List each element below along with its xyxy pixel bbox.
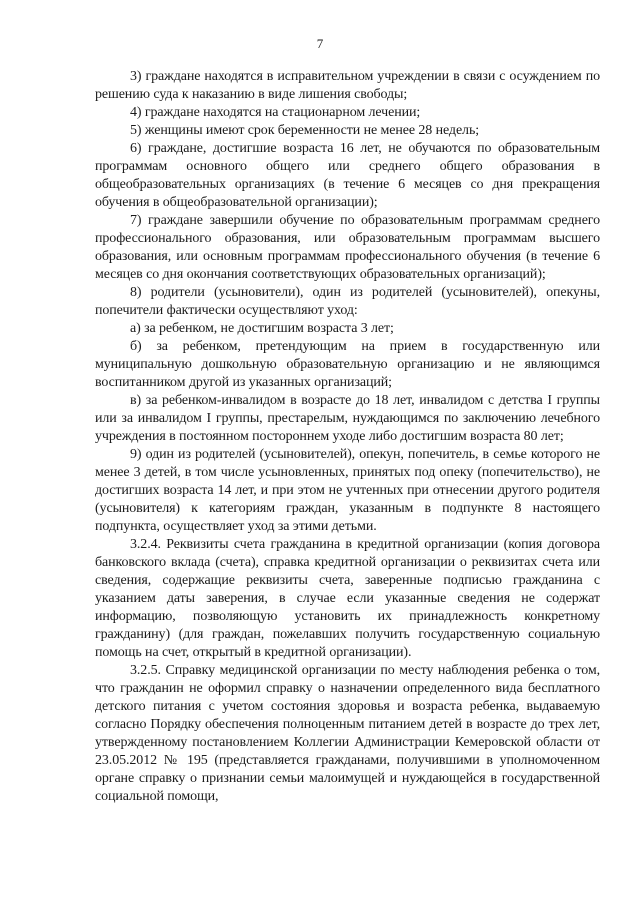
paragraph-item-5: 5) женщины имеют срок беременности не менее 28 недель; [130,123,480,138]
paragraph-subitem-a: а) за ребенком, не достигшим возраста 3 лет; [130,321,394,336]
paragraph-item-8: 8) родители (усыновители), один из родителей (усыновителей), опекуны, попечители фактически осуществляют уход: [95,285,600,318]
paragraph-subitem-v: в) за ребенком-инвалидом в возрасте до 18 лет, инвалидом с детства I группы или за инвалидом I группы, престарелым, нуждающимся по заключению лечебного учреждения в постоянном постороннем уходе либо достигшим возраста 80 лет; [95,393,600,444]
page-number: 7 [316,36,324,51]
document-body [95,68,600,806]
section-3-2-5: 3.2.5. Справку медицинской организации по месту наблюдения ребенка о том, что гражданин не оформил справку о назначении определенного вида бесплатного детского питания с учетом состояния здоровья и возраста ребенка, выдаваемую согласно Порядку обеспечения полноценным питанием детей в возрасте до трех лет, утвержденному постановлением Коллегии Администрации Кемеровской области от 23.05.2012 № 195 (представляется гражданами, получившими в уполномоченном органе справку о признании семьи малоимущей и нуждающейся в государственной социальной помощи, [95,663,600,804]
paragraph-item-3: 3) граждане находятся в исправительном учреждении в связи с осуждением по решению суда к наказанию в виде лишения свободы; [95,69,600,102]
paragraph-item-6: 6) граждане, достигшие возраста 16 лет, не обучаются по образовательным программам основного общего или среднего общего образования в общеобразовательных организациях (в течение 6 месяцев со дня прекращения обучения в общеобразовательной организации); [95,141,600,210]
paragraph-item-7: 7) граждане завершили обучение по образовательным программам среднего профессионального образования, или образовательным программам высшего образования, или основным программам профессионального обучения (в течение 6 месяцев со дня окончания соответствующих образовательных организаций); [95,213,600,282]
paragraph-subitem-b: б) за ребенком, претендующим на прием в государственную или муниципальную дошкольную образовательную организацию и не являющимся воспитанником другой из указанных организаций; [95,339,600,390]
paragraph-item-4: 4) граждане находятся на стационарном лечении; [130,105,421,120]
paragraph-item-9: 9) один из родителей (усыновителей), опекун, попечитель, в семье которого не менее 3 детей, в том числе усыновленных, принятых под опеку (попечительство), не достигших возраста 14 лет, и при этом не учтенных при отнесении другого родителя (усыновителя) к категориям граждан, указанным в подпункте 8 настоящего подпункта, осуществляет уход за этими детьми. [95,447,600,534]
section-3-2-4: 3.2.4. Реквизиты счета гражданина в кредитной организации (копия договора банковского вклада (счета), справка кредитной организации о реквизитах счета или сведения, содержащие реквизиты счета, заверенные подписью гражданина с указанием даты заверения, в случае если указанные сведения не содержат информацию, позволяющую установить их принадлежность конкретному гражданину) (для граждан, пожелавших получить государственную социальную помощь на счет, открытый в кредитной организации). [95,537,600,660]
